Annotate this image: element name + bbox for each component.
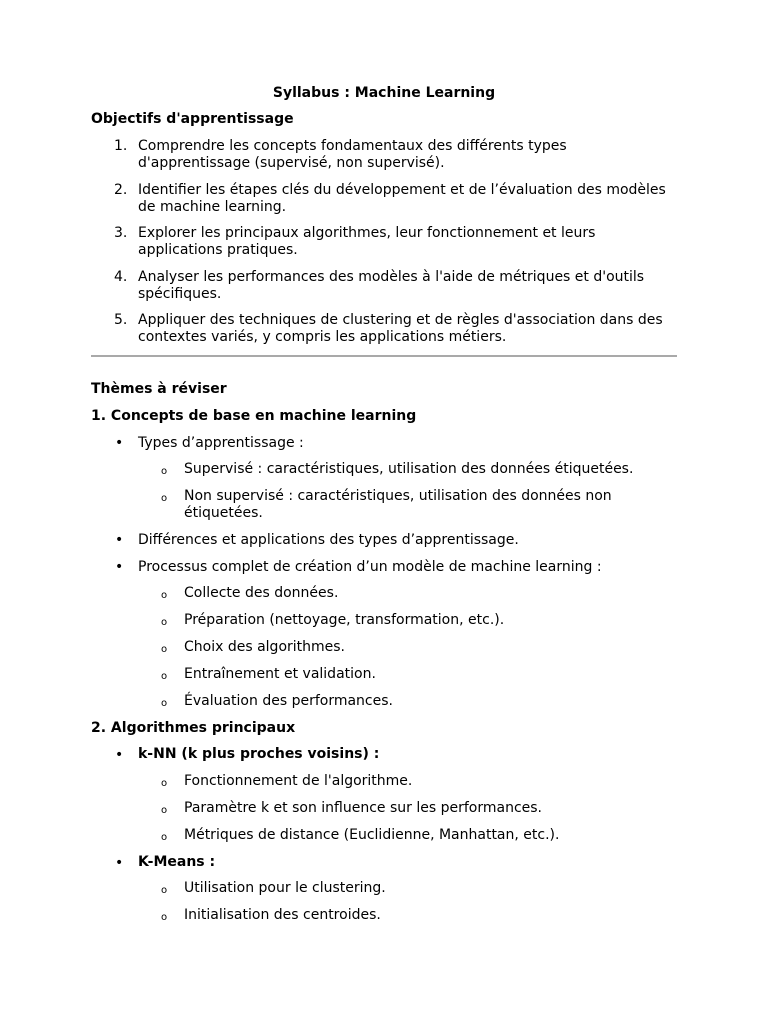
sub-list-item: Paramètre k et son influence sur les performances. — [184, 800, 542, 816]
sub-list-item: Préparation (nettoyage, transformation, etc.). — [184, 612, 505, 628]
sub-list-item: Supervisé : caractéristiques, utilisation des données étiquetées. — [184, 461, 634, 477]
sub-bullet-icon: o — [161, 671, 168, 682]
list-item: Différences et applications des types d’apprentissage. — [138, 532, 519, 548]
objectives-heading: Objectifs d'apprentissage — [91, 111, 294, 127]
sub-list-item: Métriques de distance (Euclidienne, Manhattan, etc.). — [184, 827, 560, 843]
sub-bullet-icon: o — [161, 493, 168, 504]
sub-list-item: Fonctionnement de l'algorithme. — [184, 773, 413, 789]
bullet-icon: • — [115, 435, 124, 451]
sub-bullet-icon: o — [161, 832, 168, 843]
section-1-heading: 1. Concepts de base en machine learning — [91, 408, 417, 424]
objective-item — [0, 182, 678, 216]
objective-item — [0, 312, 678, 346]
objective-item — [0, 138, 678, 172]
objective-number: 4. — [114, 268, 128, 285]
sub-bullet-icon: o — [161, 778, 168, 789]
objective-item — [0, 269, 678, 303]
sub-bullet-icon: o — [161, 466, 168, 477]
objective-text: Explorer les principaux algorithmes, leur fonctionnement et leurs applications pratiques. — [138, 225, 596, 258]
objective-number: 3. — [114, 225, 128, 241]
sub-list-item: Non supervisé : caractéristiques, utilisation des données non étiquetées. — [184, 488, 612, 521]
bullet-icon: • — [115, 747, 124, 763]
sub-list-item: Initialisation des centroides. — [184, 907, 381, 923]
sub-bullet-icon: o — [161, 698, 168, 709]
themes-heading: Thèmes à réviser — [91, 381, 227, 397]
list-item: k-NN (k plus proches voisins) : — [138, 746, 380, 762]
list-item: Types d’apprentissage : — [138, 435, 304, 451]
document-title: Syllabus : Machine Learning — [272, 85, 496, 101]
objective-text: Comprendre les concepts fondamentaux des différents types d'apprentissage (supervisé, non supervisé). — [138, 138, 567, 171]
sub-list-item: Utilisation pour le clustering. — [184, 880, 386, 896]
section-2-heading: 2. Algorithmes principaux — [91, 720, 296, 736]
objective-text: Appliquer des techniques de clustering et de règles d'association dans des contextes variés, y compris les applications métiers. — [138, 312, 663, 345]
sub-list-item: Choix des algorithmes. — [184, 639, 346, 655]
bullet-icon: • — [115, 559, 124, 575]
objective-number: 1. — [114, 138, 128, 154]
list-item: K-Means : — [138, 854, 216, 870]
objective-number: 2. — [114, 181, 128, 198]
sub-bullet-icon: o — [161, 617, 168, 628]
sub-bullet-icon: o — [161, 885, 168, 896]
sub-bullet-icon: o — [161, 912, 168, 923]
list-item: Processus complet de création d’un modèle de machine learning : — [138, 559, 602, 575]
bullet-icon: • — [115, 855, 124, 871]
sub-list-item: Entraînement et validation. — [184, 666, 376, 682]
bullet-icon: • — [115, 532, 124, 548]
objectives-list — [0, 138, 768, 356]
objective-text: Identifier les étapes clés du développement et de l’évaluation des modèles de machine learning. — [138, 181, 666, 215]
sub-bullet-icon: o — [161, 805, 168, 816]
horizontal-divider — [91, 355, 677, 357]
sub-list-item: Collecte des données. — [184, 585, 339, 601]
objective-item — [0, 225, 678, 259]
sub-bullet-icon: o — [161, 590, 168, 601]
sub-list-item: Évaluation des performances. — [184, 693, 393, 709]
sub-bullet-icon: o — [161, 644, 168, 655]
objective-text: Analyser les performances des modèles à l'aide de métriques et d'outils spécifiques. — [138, 268, 645, 302]
objective-number: 5. — [114, 312, 128, 328]
